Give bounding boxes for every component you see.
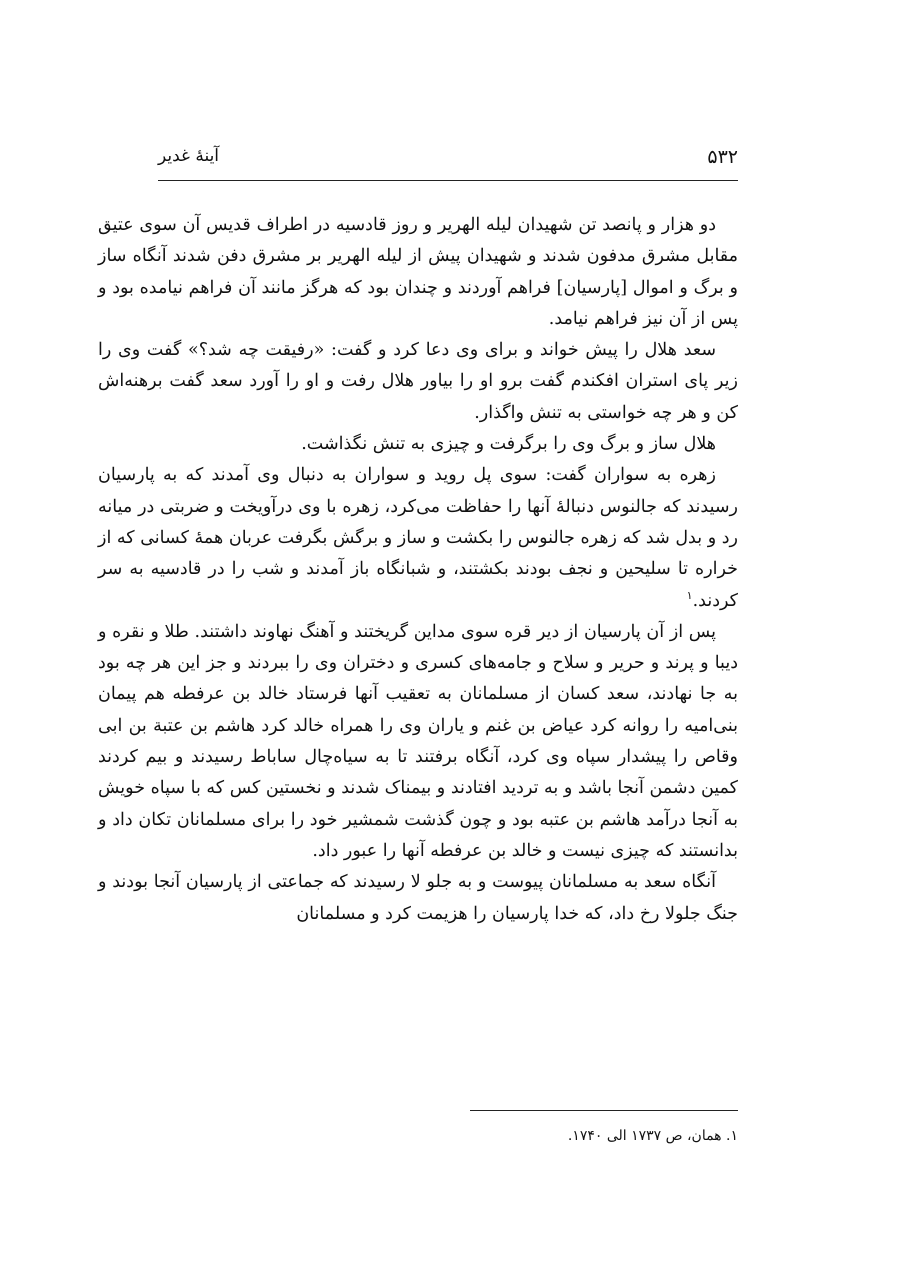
paragraph <box>98 460 738 616</box>
paragraph-text: هلال ساز و برگ وی را برگرفت و چیزی به تنش نگذاشت. <box>301 434 716 455</box>
paragraph <box>98 210 738 335</box>
footnote-rule <box>470 1110 738 1111</box>
paragraph-text: آنگاه سعد به مسلمانان پیوست و به جلو لا رسیدند که جماعتی از پارسیان آنجا بودند و جنگ جلولا رخ داد، که خدا پارسیان را هزیمت کرد و مسلمانان <box>98 872 738 924</box>
footnote-marker[interactable]: ۱ <box>686 588 693 602</box>
body-text <box>98 210 738 930</box>
page-header <box>158 142 738 172</box>
paragraph <box>98 617 738 867</box>
paragraph <box>98 429 738 460</box>
running-title: آینهٔ غدیر <box>158 146 220 166</box>
paragraph-text: زهره به سواران گفت: سوی پل روید و سواران به دنبال وی آمدند که به پارسیان رسیدند که جالنوس دنبالهٔ آنها را حفاظت می‌کرد، زهره با وی درآویخت و ضربتی در میانه رد و بدل شد که زهره جالنوس را بکشت و ساز و برگش بگرفت عربان همهٔ کسانی که از خراره تا سلیحین و نجف بودند بکشتند، و شبانگاه باز آمدند و شب را در قادسیه به سر کردند. <box>98 465 738 611</box>
paragraph <box>98 335 738 429</box>
paragraph <box>98 867 738 930</box>
paragraph-text: پس از آن پارسیان از دیر قره سوی مداین گریختند و آهنگ نهاوند داشتند. طلا و نقره و دیبا و پرند و حریر و سلاح و جامه‌های کسری و دختران وی را ببردند و جز این هر چه بود به جا نهادند، سعد کسان از مسلمانان به تعقیب آنها فرستاد خالد بن عرفطه هم پیمان بنی‌امیه را روانه کرد عیاض بن غنم و یاران وی را همراه خالد کرد هاشم بن عتبة بن ابی وقاص را پیشدار سپاه وی کرد، آنگاه برفتند تا به سیاه‌چال ساباط رسیدند و بیم کردند کمین دشمن آنجا باشد و به تردید افتادند و بیمناک شدند و نخستین کس که با سپاه خویش به آنجا درآمد هاشم بن عتبه بود و چون گذشت شمشیر خود را برای مسلمانان تکان داد و بدانستند که چیزی نیست و خالد بن عرفطه آنها را عبور داد. <box>98 621 738 861</box>
paragraph-text: سعد هلال را پیش خواند و برای وی دعا کرد و گفت: «رفیقت چه شد؟» گفت وی را زیر پای استران افکندم گفت برو او را بیاور هلال رفت و او را آورد سعد گفت برهنه‌اش کن و هر چه خواستی به تنش واگذار. <box>98 340 738 423</box>
paragraph-text: دو هزار و پانصد تن شهیدان لیله الهریر و روز قادسیه در اطراف قدیس آن سوی عتیق مقابل مشرق مدفون شدند و شهیدان پیش از لیله الهریر بر مشرق دفن شدند آنگاه ساز و برگ و اموال [پارسیان] فراهم آوردند و چندان بود که هرگز مانند آن فراهم نیامده بود و پس از آن نیز فراهم نیامد. <box>98 215 738 329</box>
footnote: ۱. همان، ص ۱۷۳۷ الی ۱۷۴۰. <box>567 1128 738 1144</box>
page-number: ۵۳۲ <box>707 146 738 168</box>
header-rule <box>158 180 738 181</box>
